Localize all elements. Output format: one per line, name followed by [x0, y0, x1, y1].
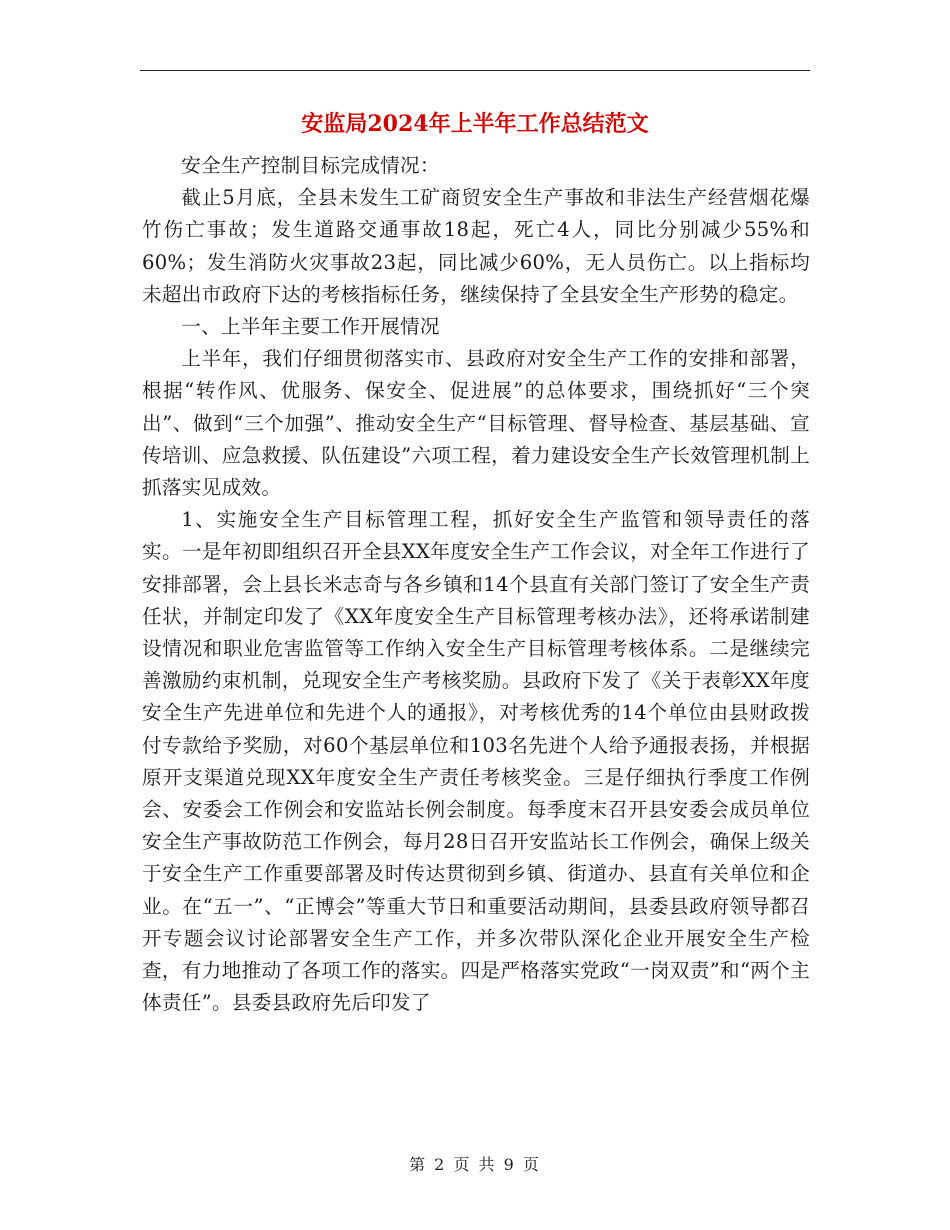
document-title: 安监局2024年上半年工作总结范文: [301, 111, 649, 137]
paragraph-accident-statistics: 截止5月底，全县未发生工矿商贸安全生产事故和非法生产经营烟花爆竹伤亡事故；发生道路交通事故18起，死亡4人，同比分别减少55%和60%；发生消防火灾事故23起，同比减少60%，无人员伤亡。以上指标均未超出市政府下达的考核指标任务，继续保持了全县安全生产形势的稳定。: [142, 186, 810, 306]
paragraph-control-targets-heading: 安全生产控制目标完成情况：: [181, 154, 440, 177]
header-rule: [140, 70, 810, 71]
paragraph-section-one-heading: 一、上半年主要工作开展情况: [181, 315, 440, 339]
paragraph-first-half-overview: 上半年，我们仔细贯彻落实市、县政府对安全生产工作的安排和部署，根据“转作风、优服务、保安全、促进展”的总体要求，围绕抓好“三个突出”、做到“三个加强”、推动安全生产“目标管理、督导检查、基层基础、宣传培训、应急救援、队伍建设”六项工程，着力建设安全生产长效管理机制上抓落实见成效。: [142, 347, 810, 500]
paragraph-target-management: 1、实施安全生产目标管理工程，抓好安全生产监管和领导责任的落实。一是年初即组织召开全县XX年度安全生产工作会议，对全年工作进行了安排部署，会上县长米志奇与各乡镇和14个县直有关部门签订了安全生产责任状，并制定印发了《XX年度安全生产目标管理考核办法》，还将承诺制建设情况和职业危害监管等工作纳入安全生产目标管理考核体系。二是继续完善激励约束机制，兑现安全生产考核奖励。县政府下发了《关于表彰XX年度安全生产先进单位和先进个人的通报》，对考核优秀的14个单位由县财政拨付专款给予奖励，对60个基层单位和103名先进个人给予通报表扬，并根据原开支渠道兑现XX年度安全生产责任考核奖金。三是仔细执行季度工作例会、安委会工作例会和安监站长例会制度。每季度末召开县安委会成员单位安全生产事故防范工作例会，每月28日召开安监站长工作例会，确保上级关于安全生产工作重要部署及时传达贯彻到乡镇、街道办、县直有关单位和企业。在“五一”、“正博会”等重大节日和重要活动期间，县委县政府领导都召开专题会议讨论部署安全生产工作，并多次带队深化企业开展安全生产检查，有力地推动了各项工作的落实。四是严格落实党政“一岗双责”和“两个主体责任”。县委县政府先后印发了: [142, 508, 810, 1015]
page-number-footer: 第 2 页 共 9 页: [409, 1155, 541, 1174]
document-body: [142, 150, 810, 1019]
